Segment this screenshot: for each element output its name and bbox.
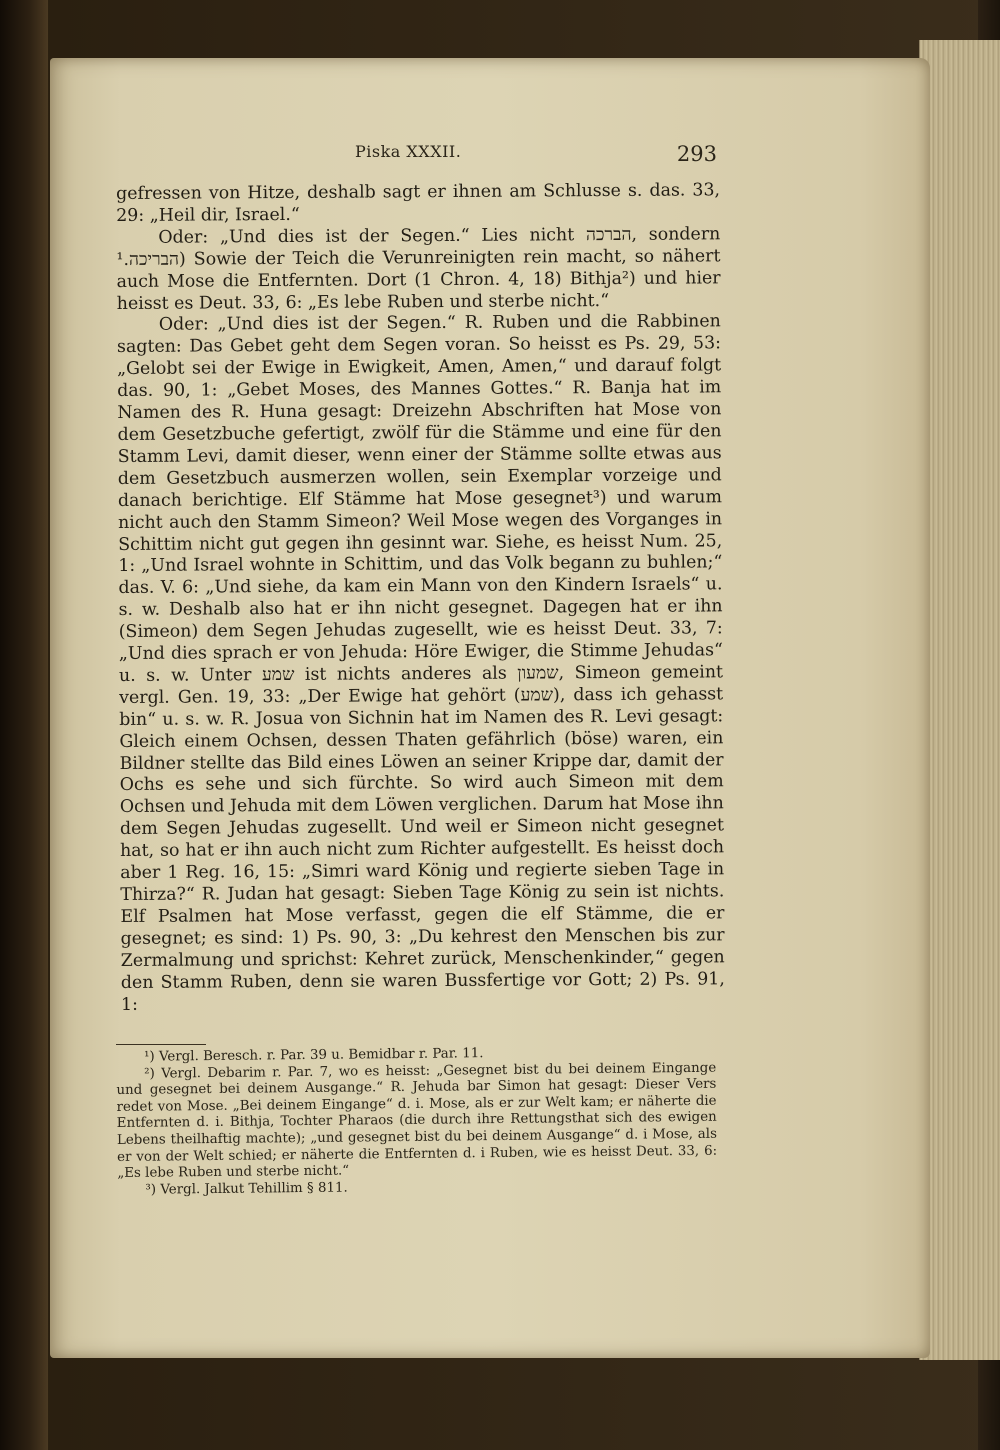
footnote-rule (116, 1044, 206, 1045)
paragraph: gefressen von Hitze, deshalb sagt er ihnen am Schlusse s. das. 33, 29: „Heil dir, Israel.“ (116, 180, 721, 226)
page-stack-edge (919, 40, 1000, 1360)
footnote: ²) Vergl. Debarim r. Par. 7, wo es heisst: „Gesegnet bist du bei deinem Eingange und gesegnet bei deinem Ausgange.“ R. Jehuda bar Simon hat gesagt: Dieser Vers redet von Mose. „Bei deinem Eingange“ d. i. Mose, als er zur Welt kam; er näherte die Entfernten d. i. Bithja, Tochter Pharaos (die durch ihre Rettungsthat sich des ewigen Lebens theilhaftig machte); „und gesegnet bist du bei deinem Ausgange“ d. i Mose, als er von der Welt schied; er näherte die Entfernten d. i Ruben, wie es heisst Deut. 33, 6: „Es lebe Ruben und sterbe nicht.“ (116, 1060, 718, 1182)
paragraph: Oder: „Und dies ist der Segen.“ Lies nicht הברכה, sondern הבריכה.¹) Sowie der Teich die Verunreinigten rein macht, so nähert auch Mose die Entfernten. Dort (1 Chron. 4, 18) Bithja²) und hier heisst es Deut. 33, 6: „Es lebe Ruben und sterbe nicht.“ (116, 224, 721, 314)
running-title: Piska XXXII. (355, 142, 462, 161)
footnotes (116, 1044, 718, 1200)
main-text (116, 180, 725, 1016)
footnote: ³) Vergl. Jalkut Tehillim § 811. (145, 1180, 348, 1198)
book-binding (0, 0, 48, 1450)
footnote: ¹) Vergl. Beresch. r. Par. 39 u. Bemidbar r. Par. 11. (143, 1046, 484, 1065)
page-number: 293 (676, 142, 717, 166)
paragraph: Oder: „Und dies ist der Segen.“ R. Ruben und die Rabbinen sagten: Das Gebet geht dem Segen voran. So heisst es Ps. 29, 53: „Gelobt sei der Ewige in Ewigkeit, Amen, Amen,“ und darauf folgt das. 90, 1: „Gebet Moses, des Mannes Gottes.“ R. Banja hat im Namen des R. Huna gesagt: Dreizehn Abschriften hat Mose von dem Gesetzbuche gefertigt, zwölf für die Stämme und eine für den Stamm Levi, damit dieser, wenn einer der Stämme sollte etwas aus dem Gesetzbuch ausmerzen wollen, sein Exemplar vorzeige und danach berichtige. Elf Stämme hat Mose gesegnet³) und warum nicht auch den Stamm Simeon? Weil Mose wegen des Vorganges in Schittim nicht gut gegen ihn gesinnt war. Siehe, es heisst Num. 25, 1: „Und Israel wohnte in Schittim, und das Volk begann zu buhlen;“ das. V. 6: „Und siehe, da kam ein Mann von den Kindern Israels“ u. s. w. Deshalb also hat er ihn nicht gesegnet. Dagegen hat er ihn (Simeon) dem Segen Jehudas zugesellt, wie es heisst Deut. 33, 7: „Und dies sprach er von Jehuda: Höre Ewiger, die Stimme Jehudas“ u. s. w. Unter שמע ist nichts anderes als שמעון, Simeon gemeint vergl. Gen. 19, 33: „Der Ewige hat gehört (שמע), dass ich gehasst bin“ u. s. w. R. Josua von Sichnin hat im Namen des R. Levi gesagt: Gleich einem Ochsen, dessen Thaten gefährlich (böse) waren, ein Bildner stellte das Bild eines Löwen an seiner Krippe dar, damit der Ochs es sehe und sich fürchte. So wird auch Simeon mit dem Ochsen und Jehuda mit dem Löwen verglichen. Darum hat Mose ihn dem Segen Jehudas zugesellt. Und weil er Simeon nicht gesegnet hat, so hat er ihn auch nicht zum Richter aufgestellt. Es heisst doch aber 1 Reg. 16, 15: „Simri ward König und regierte sieben Tage in Thirza?“ R. Judan hat gesagt: Sieben Tage König zu sein ist nichts. Elf Psalmen hat Mose verfasst, gegen die elf Stämme, die er gesegnet; es sind: 1) Ps. 90, 3: „Du kehrest den Menschen bis zur Zermalmung und sprichst: Kehret zurück, Menschenkinder,“ gegen den Stamm Ruben, denn sie waren Bussfertige vor Gott; 2) Ps. 91, 1: (116, 311, 725, 1015)
page-header (355, 142, 725, 168)
